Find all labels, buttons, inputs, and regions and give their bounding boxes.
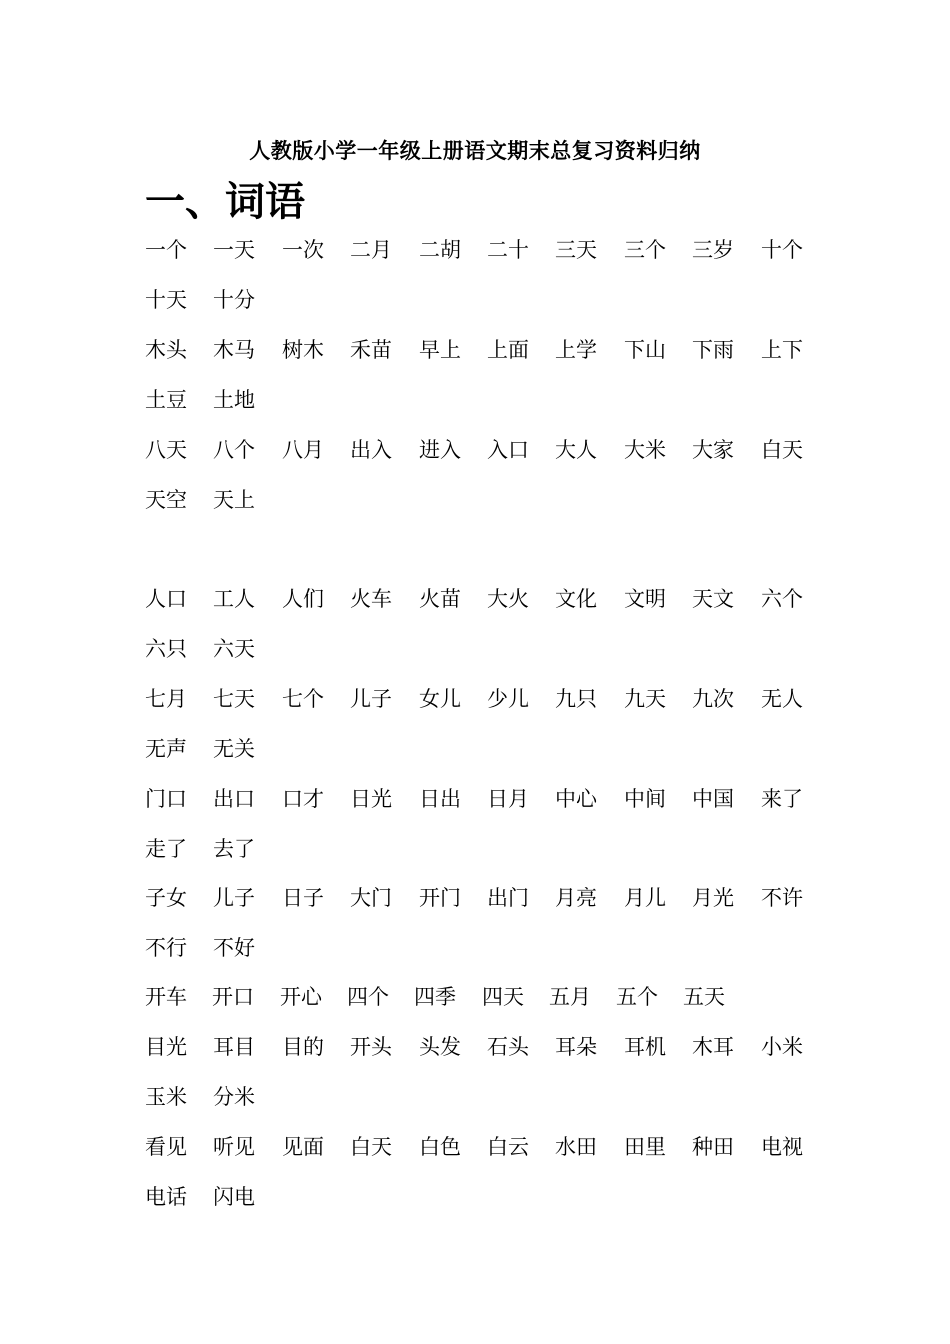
vocabulary-word: 三天 <box>555 238 597 262</box>
vocabulary-word: 来了 <box>761 787 803 811</box>
vocabulary-word: 少儿 <box>487 687 529 711</box>
vocabulary-word: 二月 <box>350 238 392 262</box>
vocabulary-word: 大米 <box>624 438 666 462</box>
vocabulary-word: 工人 <box>213 587 255 611</box>
vocabulary-word: 早上 <box>419 338 461 362</box>
vocabulary-word: 不许 <box>761 886 803 910</box>
vocabulary-word: 中间 <box>624 787 666 811</box>
vocabulary-word: 开门 <box>419 886 461 910</box>
vocabulary-word: 人们 <box>282 587 324 611</box>
vocabulary-word: 看见 <box>145 1135 187 1159</box>
vocabulary-word: 中国 <box>692 787 734 811</box>
vocabulary-word: 口才 <box>282 787 324 811</box>
vocabulary-word: 三岁 <box>692 238 734 262</box>
vocabulary-word: 田里 <box>624 1135 666 1159</box>
vocabulary-word: 女儿 <box>419 687 461 711</box>
vocabulary-word: 八月 <box>282 438 324 462</box>
vocabulary-word: 七天 <box>213 687 255 711</box>
vocabulary-word: 中心 <box>555 787 597 811</box>
vocabulary-word: 下山 <box>624 338 666 362</box>
vocabulary-word: 儿子 <box>350 687 392 711</box>
vocabulary-word: 门口 <box>145 787 187 811</box>
vocabulary-word: 土豆 <box>145 388 187 412</box>
vocabulary-word: 大火 <box>487 587 529 611</box>
vocabulary-word: 出口 <box>213 787 255 811</box>
vocabulary-word: 火车 <box>350 587 392 611</box>
vocabulary-word: 九只 <box>555 687 597 711</box>
vocabulary-word: 日月 <box>487 787 529 811</box>
vocabulary-word: 十个 <box>761 238 803 262</box>
vocabulary-word: 儿子 <box>213 886 255 910</box>
vocabulary-word: 小米 <box>761 1035 803 1059</box>
vocabulary-word: 八个 <box>213 438 255 462</box>
vocabulary-word: 九次 <box>692 687 734 711</box>
vocabulary-word: 无人 <box>761 687 803 711</box>
vocabulary-word: 电视 <box>761 1135 803 1159</box>
vocabulary-word: 白色 <box>419 1135 461 1159</box>
vocabulary-word: 十分 <box>213 288 255 312</box>
vocabulary-word: 文化 <box>555 587 597 611</box>
vocabulary-word: 七月 <box>145 687 187 711</box>
vocabulary-word: 一次 <box>282 238 324 262</box>
vocabulary-word: 耳朵 <box>555 1035 597 1059</box>
vocabulary-word: 树木 <box>282 338 324 362</box>
vocabulary-word: 子女 <box>145 886 187 910</box>
vocabulary-word: 木头 <box>145 338 187 362</box>
vocabulary-word: 白天 <box>761 438 803 462</box>
section-heading: 一、词语 <box>145 178 305 225</box>
vocabulary-word: 玉米 <box>145 1085 187 1109</box>
vocabulary-word: 闪电 <box>213 1185 255 1209</box>
vocabulary-word: 六只 <box>145 637 187 661</box>
vocabulary-word: 五月 <box>549 985 591 1009</box>
vocabulary-word: 月儿 <box>624 886 666 910</box>
vocabulary-word: 目光 <box>145 1035 187 1059</box>
vocabulary-word: 天文 <box>692 587 734 611</box>
vocabulary-word: 进入 <box>419 438 461 462</box>
vocabulary-word: 头发 <box>419 1035 461 1059</box>
vocabulary-word: 火苗 <box>419 587 461 611</box>
vocabulary-word: 天上 <box>213 488 255 512</box>
vocabulary-word: 开心 <box>280 985 322 1009</box>
vocabulary-word: 上面 <box>487 338 529 362</box>
vocabulary-word: 听见 <box>213 1135 255 1159</box>
vocabulary-word: 上下 <box>761 338 803 362</box>
vocabulary-word: 开车 <box>145 985 187 1009</box>
vocabulary-word: 十天 <box>145 288 187 312</box>
vocabulary-word: 电话 <box>145 1185 187 1209</box>
vocabulary-word: 走了 <box>145 837 187 861</box>
vocabulary-word: 分米 <box>213 1085 255 1109</box>
vocabulary-word: 白天 <box>350 1135 392 1159</box>
vocabulary-word: 六个 <box>761 587 803 611</box>
vocabulary-word: 二十 <box>487 238 529 262</box>
vocabulary-word: 去了 <box>213 837 255 861</box>
vocabulary-word: 土地 <box>213 388 255 412</box>
vocabulary-word: 不行 <box>145 936 187 960</box>
vocabulary-word: 六天 <box>213 637 255 661</box>
vocabulary-word: 二胡 <box>419 238 461 262</box>
vocabulary-word: 开头 <box>350 1035 392 1059</box>
vocabulary-word: 无关 <box>213 737 255 761</box>
vocabulary-word: 白云 <box>487 1135 529 1159</box>
vocabulary-word: 日子 <box>282 886 324 910</box>
vocabulary-word: 水田 <box>555 1135 597 1159</box>
vocabulary-word: 大人 <box>555 438 597 462</box>
vocabulary-word: 日光 <box>350 787 392 811</box>
vocabulary-word: 一天 <box>213 238 255 262</box>
vocabulary-word: 人口 <box>145 587 187 611</box>
vocabulary-word: 目的 <box>282 1035 324 1059</box>
vocabulary-word: 文明 <box>624 587 666 611</box>
vocabulary-word: 石头 <box>487 1035 529 1059</box>
vocabulary-word: 四个 <box>347 985 389 1009</box>
vocabulary-word: 耳目 <box>213 1035 255 1059</box>
vocabulary-word: 耳机 <box>624 1035 666 1059</box>
vocabulary-word: 入口 <box>487 438 529 462</box>
vocabulary-word: 月亮 <box>555 886 597 910</box>
vocabulary-word: 木耳 <box>692 1035 734 1059</box>
vocabulary-word: 月光 <box>692 886 734 910</box>
vocabulary-word: 九天 <box>624 687 666 711</box>
vocabulary-word: 不好 <box>213 936 255 960</box>
vocabulary-word: 木马 <box>213 338 255 362</box>
vocabulary-word: 开口 <box>212 985 254 1009</box>
vocabulary-word: 大门 <box>350 886 392 910</box>
vocabulary-word: 三个 <box>624 238 666 262</box>
vocabulary-word: 一个 <box>145 238 187 262</box>
vocabulary-word: 见面 <box>282 1135 324 1159</box>
vocabulary-word: 下雨 <box>692 338 734 362</box>
vocabulary-word: 上学 <box>555 338 597 362</box>
vocabulary-word: 五个 <box>616 985 658 1009</box>
vocabulary-word: 禾苗 <box>350 338 392 362</box>
vocabulary-word: 大家 <box>692 438 734 462</box>
vocabulary-word: 日出 <box>419 787 461 811</box>
vocabulary-word: 八天 <box>145 438 187 462</box>
document-title: 人教版小学一年级上册语文期末总复习资料归纳 <box>249 138 701 163</box>
vocabulary-word: 出入 <box>350 438 392 462</box>
vocabulary-word: 四天 <box>482 985 524 1009</box>
vocabulary-word: 四季 <box>414 985 456 1009</box>
vocabulary-word: 五天 <box>683 985 725 1009</box>
vocabulary-word: 无声 <box>145 737 187 761</box>
vocabulary-word: 出门 <box>487 886 529 910</box>
vocabulary-word: 七个 <box>282 687 324 711</box>
vocabulary-word: 种田 <box>692 1135 734 1159</box>
vocabulary-word: 天空 <box>145 488 187 512</box>
